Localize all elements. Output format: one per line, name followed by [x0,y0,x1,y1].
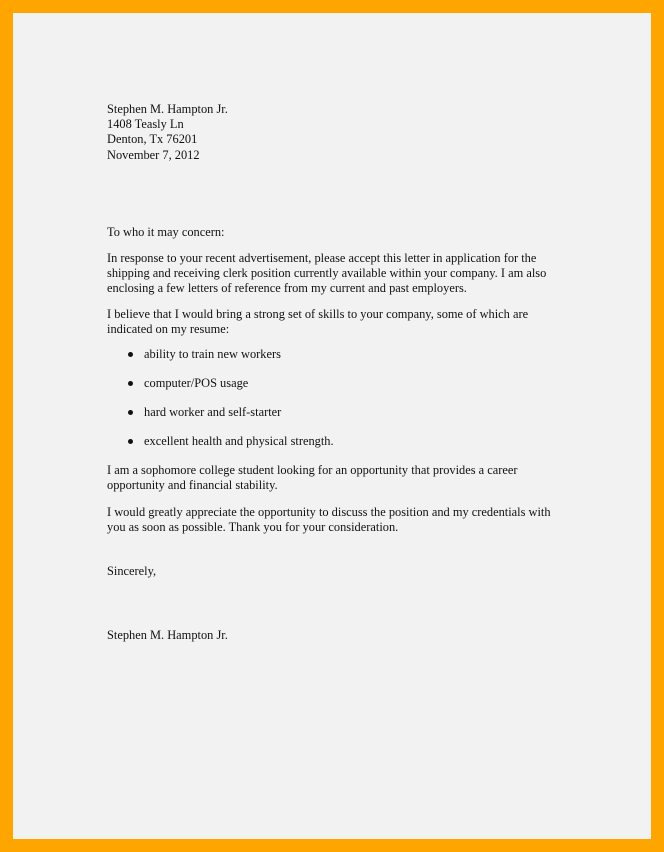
list-item [107,347,577,376]
bullet-icon [128,410,133,415]
salutation [107,225,577,240]
paragraph-closing-request [107,505,577,535]
list-item [107,434,577,463]
list-item [107,376,577,405]
closing-text: Sincerely, [107,564,157,578]
paragraph-line: I believe that I would bring a strong set of skills to your company, some of which are [107,307,529,321]
skill-text: computer/POS usage [144,376,249,390]
sender-name: Stephen M. Hampton Jr. [107,102,228,116]
paragraph-line: indicated on my resume: [107,322,230,337]
signature-name: Stephen M. Hampton Jr. [107,628,228,642]
paragraph-line: shipping and receiving clerk position currently available within your company. I am also [107,266,547,281]
paragraph-line: I would greatly appreciate the opportunity to discuss the position and my credentials with [107,505,551,519]
letter-date: November 7, 2012 [107,147,200,162]
skills-list [107,347,577,463]
list-item [107,405,577,434]
bullet-icon [128,439,133,444]
paragraph-student [107,463,577,493]
skill-text: hard worker and self-starter [144,405,282,419]
letter-page [13,13,651,839]
closing [107,564,577,579]
paragraph-line: I am a sophomore college student looking for an opportunity that provides a career [107,463,518,477]
paragraph-line: opportunity and financial stability. [107,478,278,493]
sender-city: Denton, Tx 76201 [107,132,198,147]
bullet-icon [128,381,133,386]
paragraph-line: In response to your recent advertisement, please accept this letter in application for the [107,251,537,265]
signature [107,628,577,643]
skill-text: ability to train new workers [144,347,281,361]
paragraph-line: enclosing a few letters of reference from my current and past employers. [107,281,467,296]
sender-address-block [107,102,577,163]
sender-street: 1408 Teasly Ln [107,117,184,132]
paragraph-skills-intro [107,307,577,337]
paragraph-intro [107,251,577,297]
bullet-icon [128,352,133,357]
salutation-text: To who it may concern: [107,225,225,239]
skill-text: excellent health and physical strength. [144,434,334,448]
paragraph-line: you as soon as possible. Thank you for your consideration. [107,520,399,535]
